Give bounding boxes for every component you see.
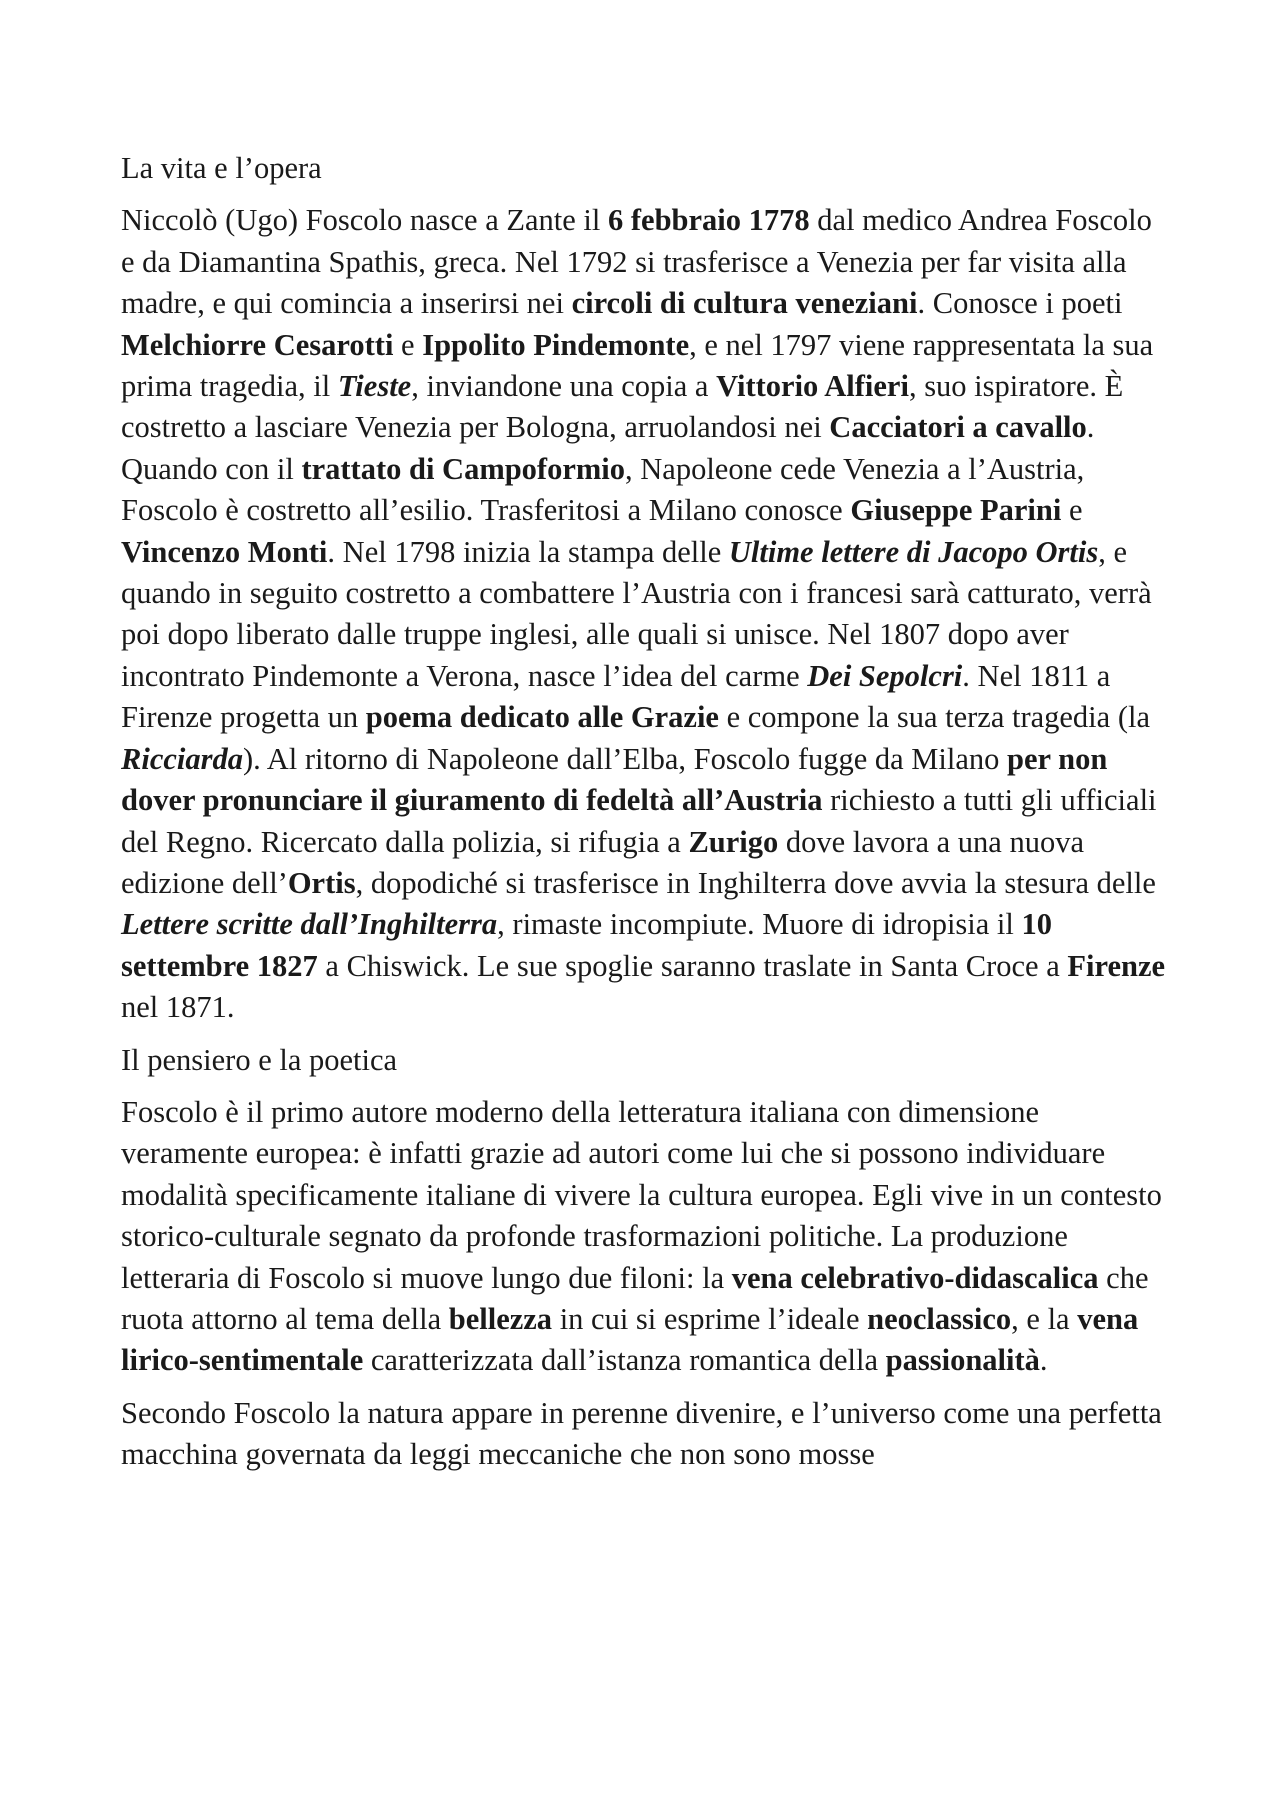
emphasis-text: Cacciatori a cavallo xyxy=(829,410,1087,445)
text-run: . Quando con il xyxy=(121,410,1095,486)
section-pensiero-poetica xyxy=(121,1040,1171,1476)
emphasis-text: 6 febbraio 1778 xyxy=(608,203,810,238)
text-run: nel 1871. xyxy=(121,990,235,1025)
paragraph xyxy=(121,200,1171,1028)
emphasis-text: Ultime lettere di Jacopo Ortis xyxy=(728,534,1099,569)
emphasis-text: Dei Sepolcri xyxy=(807,658,963,693)
text-run: . xyxy=(1039,1343,1048,1378)
text-run: , Napoleone cede Venezia a l’Austria, Foscolo è costretto all’esilio. Trasferitosi a Milano conosce xyxy=(121,451,1085,528)
text-run: dal medico Andrea Foscolo e da Diamantina Spathis, greca. Nel 1792 si trasferisce a Venezia per far visita alla madre, e qui comincia a inserirsi nei xyxy=(121,203,1152,321)
text-run: dove lavora a una nuova edizione dell’ xyxy=(121,824,1084,900)
emphasis-text: Ortis xyxy=(287,865,356,900)
emphasis-text: neoclassico xyxy=(867,1301,1012,1336)
text-run: , dopodiché si trasferisce in Inghilterra dove avvia la stesura delle xyxy=(355,865,1156,900)
text-run: . Nel 1798 inizia la stampa delle xyxy=(327,534,729,569)
text-run: , suo ispiratore. È costretto a lasciare Venezia per Bologna, arruolandosi nei xyxy=(121,369,1124,445)
emphasis-text: Vittorio Alfieri xyxy=(716,369,909,404)
emphasis-text: Melchiorre Cesarotti xyxy=(121,327,394,362)
text-run: Niccolò (Ugo) Foscolo nasce a Zante il xyxy=(121,203,609,238)
section-vita-opera xyxy=(121,148,1171,1029)
text-run: ). Al ritorno di Napoleone dall’Elba, Foscolo fugge da Milano xyxy=(243,741,1008,776)
text-run: , e nel 1797 viene rappresentata la sua prima tragedia, il xyxy=(121,327,1154,404)
text-run: caratterizzata dall’istanza romantica della xyxy=(363,1343,886,1378)
emphasis-text: Zurigo xyxy=(688,824,779,859)
emphasis-text: vena lirico-sentimentale xyxy=(121,1301,1139,1378)
text-run: , rimaste incompiute. Muore di idropisia il xyxy=(497,907,1022,942)
emphasis-text: Tieste xyxy=(337,369,412,404)
document-page xyxy=(121,148,1171,1487)
text-run: che ruota attorno al tema della xyxy=(121,1260,1149,1336)
text-run: . Nel 1811 a Firenze progetta un xyxy=(121,658,1111,735)
emphasis-text: vena celebrativo-didascalica xyxy=(731,1260,1099,1295)
emphasis-text: Giuseppe Parini xyxy=(850,493,1062,528)
emphasis-text: Ippolito Pindemonte xyxy=(422,327,690,362)
emphasis-text: trattato di Campoformio xyxy=(301,451,626,486)
text-run: , e la xyxy=(1011,1301,1078,1336)
text-run: , e quando in seguito costretto a combattere l’Austria con i francesi sarà catturato, verrà poi dopo liberato dalle truppe inglesi, alle quali si unisce. Nel 1807 dopo aver incontrato Pindemonte a Verona, nasce l’idea del carme xyxy=(121,534,1152,693)
text-run: in cui si esprime l’ideale xyxy=(552,1301,868,1336)
emphasis-text: poema dedicato alle Grazie xyxy=(365,700,719,735)
text-run: e compone la sua terza tragedia (la xyxy=(718,700,1150,735)
text-run: e xyxy=(1061,493,1083,528)
text-run: Secondo Foscolo la natura appare in perenne divenire, e l’universo come una perfetta macchina governata da leggi meccaniche che non sono mosse xyxy=(121,1395,1162,1472)
text-run: richiesto a tutti gli ufficiali del Regno. Ricercato dalla polizia, si rifugia a xyxy=(121,783,1157,859)
text-run: , inviandone una copia a xyxy=(411,369,717,404)
emphasis-text: per non dover pronunciare il giuramento di fedeltà all’Austria xyxy=(121,741,1108,818)
emphasis-text: Firenze xyxy=(1067,948,1166,983)
emphasis-text: Lettere scritte dall’Inghilterra xyxy=(121,907,498,942)
emphasis-text: circoli di cultura veneziani xyxy=(571,286,918,321)
text-run: a Chiswick. Le sue spoglie saranno traslate in Santa Croce a xyxy=(317,948,1068,983)
paragraph xyxy=(121,1393,1171,1476)
emphasis-text: 10 settembre 1827 xyxy=(121,907,1052,983)
emphasis-text: Vincenzo Monti xyxy=(121,534,328,569)
text-run: . Conosce i poeti xyxy=(917,286,1123,321)
paragraph xyxy=(121,1092,1171,1382)
emphasis-text: Ricciarda xyxy=(121,741,243,776)
emphasis-text: passionalità xyxy=(885,1343,1040,1378)
section-heading: La vita e l’opera xyxy=(121,151,322,185)
section-heading: Il pensiero e la poetica xyxy=(121,1042,398,1077)
emphasis-text: bellezza xyxy=(448,1301,553,1336)
text-run: Foscolo è il primo autore moderno della letteratura italiana con dimensione veramente europea: è infatti grazie ad autori come lui che si possono individuare modalità specificamente italiane di vivere la cultura europea. Egli vive in un contesto storico-culturale segnato da profonde trasformazioni politiche. La produzione letteraria di Foscolo si muove lungo due filoni: la xyxy=(121,1094,1162,1295)
text-run: e xyxy=(393,327,423,362)
